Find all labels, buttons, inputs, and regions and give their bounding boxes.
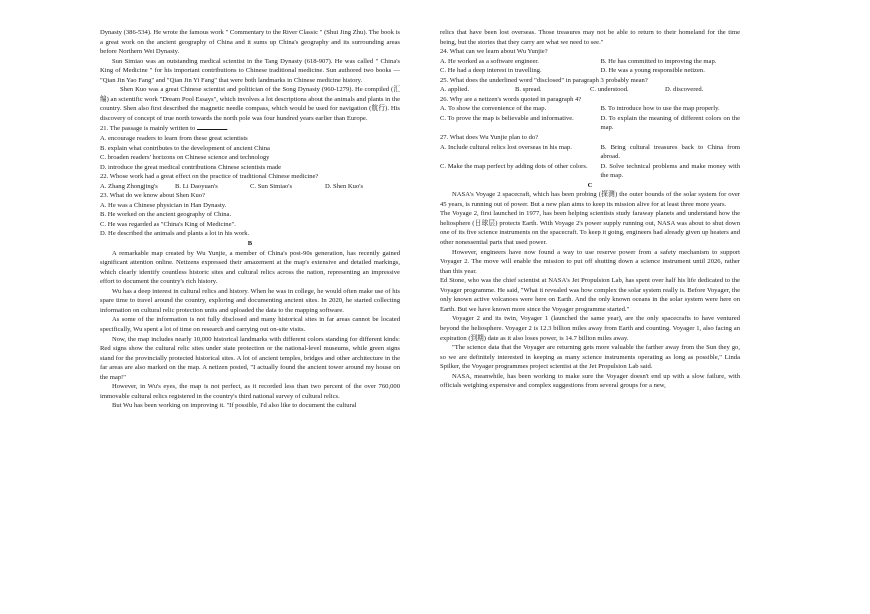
question-26: 26. Why are a netizen's words quoted in paragraph 4? — [440, 95, 582, 103]
option: C. To prove the map is believable and informative. — [440, 114, 574, 122]
right-column — [440, 28, 740, 614]
option: D. Solve technical problems and make money with the map. — [600, 162, 740, 180]
options-row — [440, 57, 740, 67]
section-heading-c: C — [587, 181, 593, 189]
option: C. understood. — [590, 86, 629, 94]
options-row — [440, 114, 740, 133]
answer-blank — [197, 123, 227, 130]
paragraph: relics that have been lost overseas. Those treasures may not be able to return to their homeland for the time being, but the stories that they carry are what we need to see." — [440, 29, 740, 46]
section-heading-b: B — [247, 240, 253, 248]
paragraph: However, in Wu's eyes, the map is not perfect, as it recorded less than two percent of the over 760,000 immovable cultural relics registered in the country's third national survey of cultural relics. — [100, 383, 400, 400]
option: A. encourage readers to learn from these great scientists — [100, 135, 248, 143]
option: C. Make the map perfect by adding dots of other colors. — [440, 162, 588, 170]
option: A. To show the convenience of the map. — [440, 105, 547, 113]
option: C. Sun Simiao's — [250, 182, 293, 190]
question-22: 22. Whose work had a great effect on the practice of traditional Chinese medicine? — [100, 173, 319, 181]
paragraph: The Voyage 2, first launched in 1977, has been helping scientists study faraway planets and understand how the heliosphere (日球层) protects Earth. With Voyage 2's power supply running out, NASA was about to shut down one of its five science instruments on the spacecraft. To keep it going, engineers had already given up heaters and other nonessential parts that used power. — [440, 210, 740, 247]
option: A. applied. — [440, 86, 470, 94]
option: C. broaden readers' horizons on Chinese science and technology — [100, 154, 270, 162]
options-row — [440, 162, 740, 181]
options-row — [440, 85, 740, 95]
paragraph: NASA's Voyage 2 spacecraft, which has been probing (探测) the outer bounds of the solar system for over 45 years, is running out of power. But a new plan aims to keep its mission alive for at least three more years. — [440, 191, 740, 208]
question-23: 23. What do we know about Shen Kuo? — [100, 192, 205, 200]
question-27: 27. What does Wu Yunjie plan to do? — [440, 134, 539, 142]
option: A. Zhang Zhongjing's — [100, 182, 158, 190]
option: D. He was a young responsible netizen. — [600, 67, 705, 75]
paragraph: "The science data that the Voyager are returning gets more valuable the farther away from the Sun they go, so we are definitely interested in keeping as many science instruments operating as long as possible," Linda Spilker, the Voyager programmes project scientist at the Jet Propulsion Lab said. — [440, 344, 740, 371]
option: B. Li Daoyuan's — [175, 182, 218, 190]
option: D. To explain the meaning of different colors on the map. — [600, 114, 740, 132]
option: D. discovered. — [665, 86, 704, 94]
paragraph: Ed Stone, who was the chief scientist at NASA's Jet Propulsion Lab, has spent over half his life dedicated to the Voyager programme. He said, "What it revealed was how complex the solar system really is. Before Voyager, the only known active volcanoes were here on Earth. And the only known oceans in the solar system were here on Earth. But we have known more since the Voyager programme started." — [440, 277, 740, 313]
left-column — [100, 28, 400, 614]
option: D. introduce the great medical contributions Chinese scientists made — [100, 163, 282, 171]
option: B. He has committed to improving the map. — [600, 57, 717, 65]
question-25: 25. What does the underlined word "disclosed" in paragraph 3 probably mean? — [440, 76, 648, 84]
paragraph: Sun Simiao was an outstanding medical scientist in the Tang Dynasty (618-907). He was called " China's King of Medicine " for his important contributions to Chinese traditional medicine. Sun authored two books — "Qian Jin Yao Fang" and "Qian Jin Yi Fang" that were both landmarks in Chinese medicine history. — [100, 57, 400, 84]
paragraph: Now, the map includes nearly 10,000 historical landmarks with different colors standing for different kinds: Red signs show the cultural relic sites under state protection or the national-level museums, while green signs stand for the provincially protected historical sites. A lot of ancient temples, bridges and other architecture in the far areas are also marked on the map. A netizen posted, "I actually found the ancient tower around my house on the map!" — [100, 335, 400, 381]
option: B. spread. — [515, 86, 542, 94]
options-row — [440, 143, 740, 162]
paragraph: Dynasty (386-534). He wrote the famous work " Commentary to the River Classic " (Shui Jing Zhu). The book is a great work on the ancient geography of China and it sums up China's geography and its surrounding areas before Northern Wei Dynasty. — [100, 29, 400, 56]
option: A. Include cultural relics lost overseas in his map. — [440, 143, 572, 151]
option: A. He worked as a software engineer. — [440, 57, 539, 65]
option: C. He was regarded as "China's King of Medicine". — [100, 220, 236, 228]
option: D. Shen Kuo's — [325, 182, 364, 190]
option: B. He worked on the ancient geography of China. — [100, 211, 232, 219]
option: A. He was a Chinese physician in Han Dynasty. — [100, 201, 227, 209]
paragraph: Wu has a deep interest in cultural relics and history. When he was in college, he would often make use of his spare time to travel around the country, exploring and documenting ancient sites. In 2020, he started collecting information on cultural relic protection units and uploaded the data to the mapping software. — [100, 287, 400, 314]
option: B. explain what contributes to the development of ancient China — [100, 144, 270, 152]
paragraph: Voyager 2 and its twin, Voyager 1 (launched the same year), are the only spacecrafts to have ventured beyond the heliosphere. Voyager 2 is 12.3 billion miles away from Earth and counting. Voyager 1, also facing an expiration (到期) date as it also loses power, is 14.7 billion miles away. — [440, 315, 740, 342]
option: D. He described the animals and plants a lot in his work. — [100, 230, 250, 238]
paragraph: As some of the information is not fully disclosed and many historical sites in far areas cannot be located specifically, Wu spent a lot of time on research and carrying out on-site visits. — [100, 316, 400, 333]
options-row — [440, 104, 740, 114]
option: B. Bring cultural treasures back to China from abroad. — [600, 143, 740, 161]
options-row — [440, 66, 740, 76]
question-21: 21. The passage is mainly written to . — [100, 125, 229, 133]
question-24: 24. What can we learn about Wu Yunjie? — [440, 48, 548, 56]
paragraph: NASA, meanwhile, has been working to make sure the Voyager doesn't end up with a slow failure, with officials weighing expensive and complex suggestions from several groups for a new, — [440, 372, 740, 390]
paragraph: However, engineers have now found a way to use reserve power from a safety mechanism to support Voyager 2. The move will enable the mission to put off shutting down a science instrument until 2026, rather than this year. — [440, 248, 740, 275]
option: C. He had a deep interest in travelling. — [440, 67, 542, 75]
paragraph: But Wu has been working on improving it. "If possible, I'd also like to document the cultural — [112, 402, 357, 410]
paragraph: A remarkable map created by Wu Yunjie, a member of China's post-90s generation, has recently gained significant attention online. Netizens expressed their amazement at the map's extensive and detailed markings, which clearly identify countless historic sites and cultural relics across the nation, representing an impressive effort to document the country's rich history. — [100, 249, 400, 286]
paragraph: Shen Kuo was a great Chinese scientist and politician of the Song Dynasty (960-1279). He compiled (汇编) an scientific work "Dream Pool Essays", which involves a lot descriptions about the animals and plants in the country. Shen also first described the magnetic needle compass, which would be used for navigation (航行). His discovery of concept of true north towards the north pole was four hundred years earlier than Europe. — [100, 86, 400, 122]
option: B. To introduce how to use the map properly. — [600, 105, 720, 113]
options-row — [100, 182, 400, 192]
